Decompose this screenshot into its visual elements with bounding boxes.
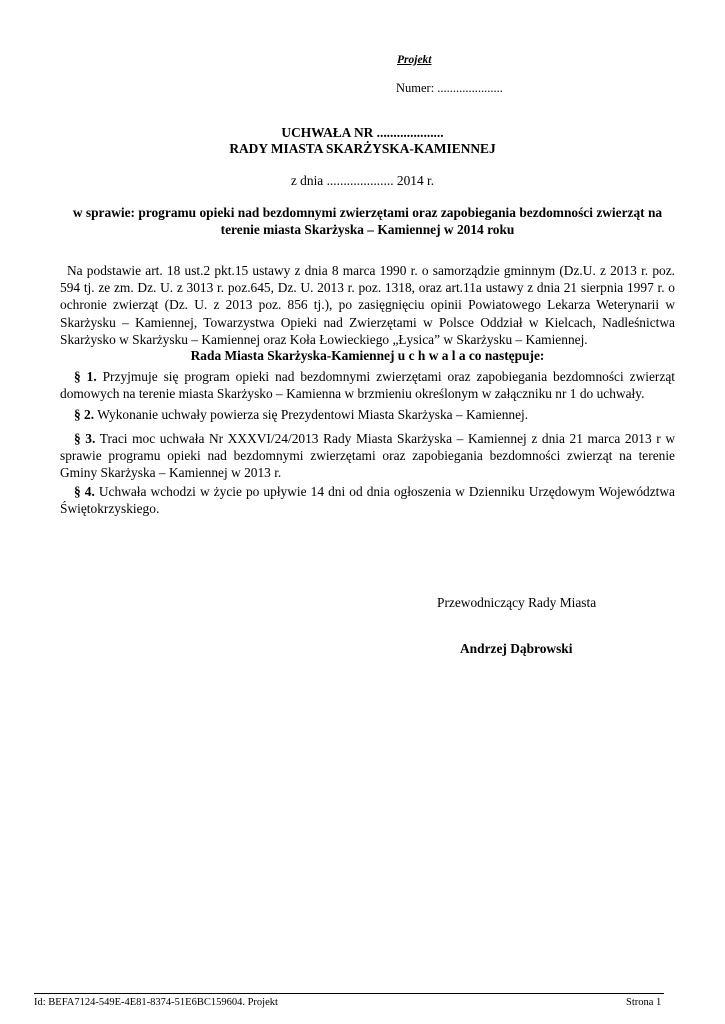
paragraph-4 (60, 483, 675, 517)
draft-label: Projekt (397, 54, 432, 66)
document-id: Id: BEFA7124-549E-4E81-8374-51E6BC159604. Projekt (34, 997, 278, 1008)
paragraph-2 (60, 406, 675, 423)
council-name: RADY MIASTA SKARŻYSKA-KAMIENNEJ (229, 141, 496, 156)
resolution-subject: w sprawie: programu opieki nad bezdomnymi zwierzętami oraz zapobiegania bezdomności zwierząt na terenie miasta Skarżyska – Kamiennej w 2014 roku (72, 205, 663, 238)
paragraph-number: § 1. (74, 369, 97, 384)
page-number: Strona 1 (626, 997, 662, 1008)
signatory-name: Andrzej Dąbrowski (460, 641, 573, 656)
paragraph-number: § 2. (74, 407, 95, 422)
paragraph-number: § 4. (74, 484, 95, 499)
paragraph-text: Uchwała wchodzi w życie po upływie 14 dni od dnia ogłoszenia w Dzienniku Urzędowym Województwa Świętokrzyskiego. (60, 484, 675, 517)
legal-basis-paragraph: Na podstawie art. 18 ust.2 pkt.15 ustawy z dnia 8 marca 1990 r. o samorządzie gminnym (Dz.U. z 2013 r. poz. 594 tj. ze zm. Dz. U. z 3013 r. poz.645, Dz. U. 2013 r. poz. 1318, oraz art.11a ustawy z dnia 21 sierpnia 1997 r. o ochronie zwierząt (Dz. U. z 2013 poz. 856 tj.), po zasięgnięciu opinii Powiatowego Lekarza Weterynarii w Skarżysku – Kamiennej, Towarzystwa Opieki nad Zwierzętami w Polsce Oddział w Kielcach, Nadleśnictwa Skarżysko w Skarżysku – Kamiennej oraz Koła Łowieckiego „Łysica” w Skarżysku – Kamiennej. (60, 263, 675, 347)
paragraph-3 (60, 430, 675, 482)
resolution-heading: Rada Miasta Skarżyska-Kamiennej u c h w a l a co następuje: (190, 348, 545, 363)
paragraph-text: Przyjmuje się program opieki nad bezdomnymi zwierzętami oraz zapobiegania bezdomności zwierząt domowych na terenie miasta Skarżysko – Kamienna w brzmieniu określonym w załączniku nr 1 do uchwały. (60, 369, 675, 402)
paragraph-text: Traci moc uchwała Nr XXXVI/24/2013 Rady Miasta Skarżyska – Kamiennej z dnia 21 marca 2013 r w sprawie programu opieki nad bezdomnymi zwierzętami oraz zapobiegania bezdomności zwierząt na terenie Gminy Skarżyska – Kamiennej w 2013 r. (60, 431, 676, 481)
resolution-number-field: Numer: ..................... (396, 81, 503, 95)
paragraph-text: Wykonanie uchwały powierza się Prezydentowi Miasta Skarżyska – Kamiennej. (97, 407, 529, 422)
resolution-date: z dnia .................... 2014 r. (290, 173, 435, 188)
paragraph-1 (60, 368, 675, 402)
signatory-role: Przewodniczący Rady Miasta (437, 595, 597, 610)
paragraph-number: § 3. (74, 431, 96, 446)
resolution-title: UCHWAŁA NR .................... (281, 125, 444, 140)
